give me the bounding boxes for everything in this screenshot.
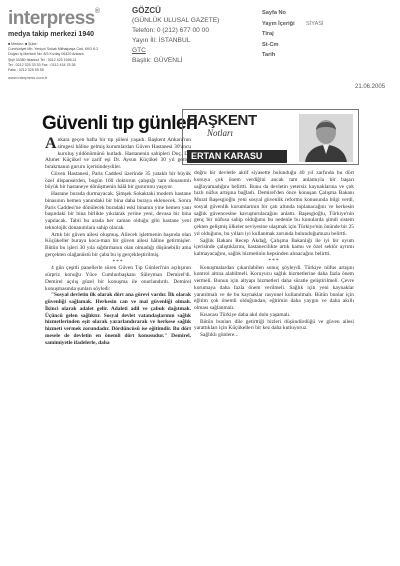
meta-row: Tarih xyxy=(262,52,276,59)
paper-headline-label: Başlık: GÜVENLİ xyxy=(132,57,183,64)
section-separator: *** xyxy=(112,258,124,265)
section-separator: *** xyxy=(268,257,280,264)
column-name: BAŞKENT xyxy=(187,112,257,129)
paper-city: Yayın İli: İSTANBUL xyxy=(132,37,191,44)
paper-subtitle: (GÜNLÜK ULUSAL GAZETE) xyxy=(132,17,220,24)
article-column-right xyxy=(194,170,354,540)
article-column-left xyxy=(45,123,191,543)
agency-address: ■ Merkez: ■ Şube: Cumhuriyet Mh. Yeniyol Sokak Mithatpaşa Cad. 69/3 K:2 Doğan İş Merkezi No: 8/3 Kızılay 06420 Ankara Şişli 34380 İstanbul Tel : 0312 425 1595-11 Tel : 0212 325 33 33 Fax : 0312 434 78 38 Faks : 0212 325 55 55 xyxy=(8,42,99,73)
logo-tagline: medya takip merkezi 1940 xyxy=(8,31,94,38)
paragraph: Bütün bunları dile getirttiği bizleri düşündürdüğü ve güven ailesi yarattıkları için Küçükelleri bir kez daha kutluyoruz. xyxy=(194,318,354,332)
interpress-logo: interpress® xyxy=(8,8,100,29)
paragraph: Sağlık Bakanı Recep Akdağ, Çalışma Bakanlığı ile iyi bir uyum içerisinde çalıştıklarını, hastanecilikte artık kamu ve özel sektör ayrımı kalmayacağını, sağlık hizmetinin hepsinden alınacağını belirtti. xyxy=(194,237,354,257)
source-publication xyxy=(132,6,219,66)
paragraph: Konuşmalardan çıkarılabilen sonuç şöyleydi. Türkiye nüfus artışını kontrol altına alabilmeli. Koruyucu sağlık hizmetlerine daha fazla önem vermeli. Bunun için altyapı hizmetleri daha süratle geliştirilmeli. Çevre korumaya daha fazla önem verilmeli. Sağlık için yeni kaynaklar yaratılmalı ve de bu kaynaklar rasyonel kullanılmalı. Bütün bunlar için eğitim çok önemli olduğundan, eğitimin daha yaygın ve daha akıllı olması sağlanmalı. xyxy=(194,264,354,311)
author-photo xyxy=(299,114,353,162)
paper-phone: Telefon: 0 (212) 677 00 00 xyxy=(132,27,209,34)
meta-row: Tiraj xyxy=(262,31,274,38)
paragraph: Sağlıklı günlere... xyxy=(200,332,239,338)
paragraph: 4 gün çeşitli panellerle süren Güven Tıp Günleri'nin açılışının sürpriz konuğu Yüce Cumhurbaşkanı Süleyman Demirel'di. Demirel açılış güzel bir konuşma ile onurlandırdı. Demirel konuşmasında şunları söyledi: xyxy=(45,265,191,292)
article xyxy=(42,109,360,554)
column-masthead xyxy=(182,109,359,165)
column-subname: Notları xyxy=(207,128,234,138)
paragraph: Ankara geçen hafta bir tıp şöleni yaşadı. Başkent Ankara'nın simgesi hâline gelmiş kurumlardan Güven Hastanesi 30'uncu kuruluş yıldönümünü kutladı. Hastanenin sahipleri Doç. Dr. Ahmet Küçükel ve zarif eşi Dr. Aysun Küçükel 30 yıl geride bırakmanın gururu içerisindeydiler. xyxy=(45,135,191,170)
article-headline: Güvenli tıp günleri xyxy=(42,113,198,134)
quote-paragraph: "Sosyal devletin ilk olarak dört ana görevi vardır. İlk olarak güvenliği sağlamak. Herkesin can ve mal güvenliği olmalı. İkinci olarak adalet gelir. Adaleti adil ve çabuk dağıtmak. Üçüncü gelen sağlıktır. Sosyal devlet vatandaşlarının sağlık hizmetlerinden eşit olarak yararlandırarak ve herkese sağlık hizmeti vermek zorundadır. Dördüncüsü ise eğitimdir. Bu dört mesele de devletin en önemli dört konusudur." Demirel, samimiyetle ifadelerle, daha xyxy=(45,292,191,346)
clipping-header xyxy=(0,0,400,112)
paper-gtc: GTC xyxy=(132,47,146,54)
meta-row: Sayfa No xyxy=(262,10,286,16)
meta-row: Yayın İçeriği SİYASİ xyxy=(262,20,324,27)
paragraph: Hastane burada durmayacak. Şimşek Sokaktaki modern hastane binasının hemen yanındaki bir bina daha buraya eklenecek. Sonra Paris Caddesi'ne dönülecek buradaki eski binanın yine hemen yanı başındaki bir bina birlikte yıkılarak yerine yeni, devasa bir bina yapılacak. Tabii bu arada her zaman olduğu gibi hastane yeni teknolojik donanımlara sahip olacak. xyxy=(45,191,191,231)
agency-website: www.interpress.com.tr xyxy=(8,75,48,80)
paragraph: doğru bir devletle aktif siyasette bulunduğu 40 yıl zarfında bu dört konuya çok önem verdiğini ancak tam anlamıyla bir başarı sağlayamadığını belirtti. Bunu da devletin yetersiz kaynaklarına ve çok hızlı nüfus artışına bağladı. Demirel'den önce konuşan Çalışma Bakanı Murat Başesgioğlu yeni sosyal güvenlik reformu konusunda bilgi verdi, sosyal güvenlik kurumlarının bir çatı altında toplanacağını ve herkesin sağlık güvencesine kavuşturulacağını anlattı. Başesgioğlu, Türkiye'nin genç bir nüfusa sahip olduğunu bu nedenle bu konularda şimdi sistem çekten gelişmiş ülkeler seviyesine ulaşmak için Türkiye'nin önünde bir 25 yıl olduğunu, bu yılları iyi kullanmak zorunda bulunduğumuzu belirtti. xyxy=(194,170,354,237)
paragraph: Güven Hastanesi, Paris Caddesi üzerinde 35 yataklı bir büyük özel dispanserden, bugün 160 doktorun çalıştığı tam donanımlı büyük bir hastaneye dönüşmenin hâlâ bir gururunu yaşıyor. xyxy=(45,170,191,191)
clipping-meta xyxy=(262,8,386,90)
paragraph: Kısacası Türkiye daha akıl dolu yaşamalı. xyxy=(200,311,291,318)
author-name: ERTAN KARASU xyxy=(187,150,287,163)
meta-row: St-Cm xyxy=(262,41,279,48)
paper-name: GÖZCÜ xyxy=(132,6,161,15)
paragraph: Artık bir güven ailesi oluşmuş. Ailecek işletmenin başında olan Küçükeller buraya koca-man bir güven ailesi hâline getirmişler. Bütün bu işleri 30 yıla sığdırmanın olan olmadığı düşünebilir ama gerçekten olağanüstü bir çaba bu iş gerçekleştirilmiş. xyxy=(45,231,191,258)
clipping-date: 21.06.2005 xyxy=(355,84,386,90)
